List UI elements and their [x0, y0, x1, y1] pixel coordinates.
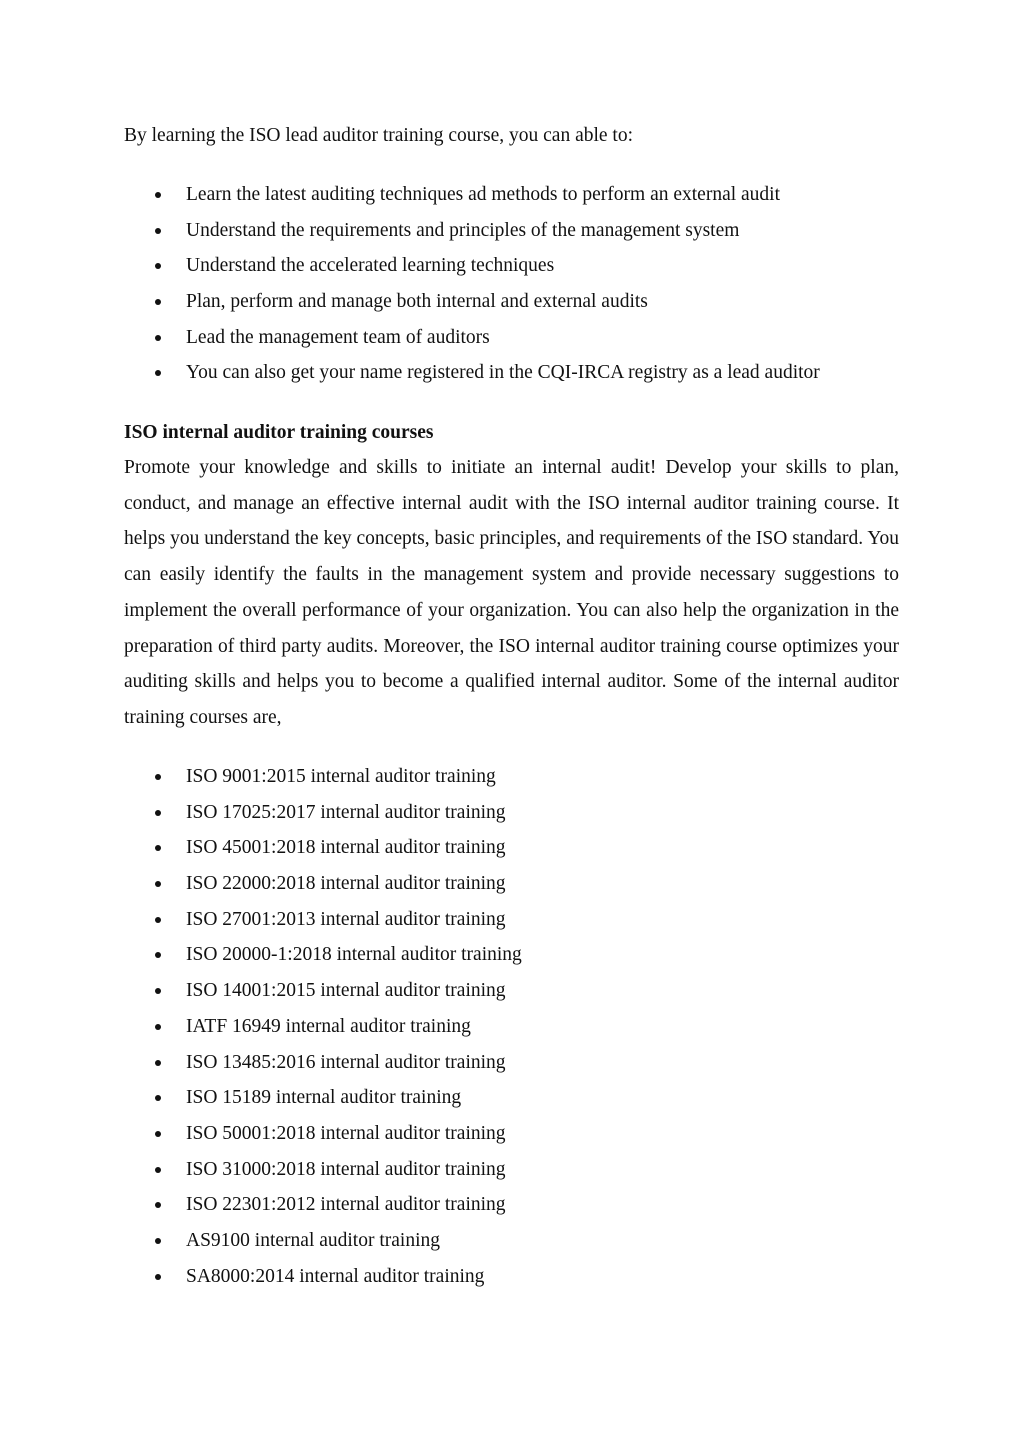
bullet-icon — [155, 1024, 161, 1030]
list-item — [124, 871, 904, 907]
list-item-text: ISO 45001:2018 internal auditor training — [186, 837, 506, 859]
bullet-icon — [155, 192, 161, 198]
bullet-icon — [155, 370, 161, 376]
list-item — [124, 764, 904, 800]
list-item — [124, 1050, 904, 1086]
bullet-icon — [155, 1131, 161, 1137]
bullet-icon — [155, 881, 161, 887]
intro-text: By learning the ISO lead auditor training course, you can able to: — [124, 125, 634, 146]
list-item — [124, 1085, 904, 1121]
benefits-list — [124, 182, 904, 396]
list-item — [124, 1192, 904, 1228]
bullet-icon — [155, 988, 161, 994]
bullet-icon — [155, 810, 161, 816]
list-item — [124, 218, 904, 254]
list-item-text: Understand the requirements and principles of the management system — [186, 219, 740, 241]
list-item-text: Plan, perform and manage both internal and external audits — [186, 291, 648, 313]
list-item-text: ISO 15189 internal auditor training — [186, 1087, 462, 1109]
list-item-text: You can also get your name registered in the CQI-IRCA registry as a lead auditor — [186, 362, 820, 384]
list-item — [124, 1157, 904, 1193]
list-item — [124, 942, 904, 978]
list-item-text: ISO 14001:2015 internal auditor training — [186, 980, 506, 1002]
list-item — [124, 360, 904, 396]
section-heading: ISO internal auditor training courses — [124, 422, 434, 443]
list-item — [124, 289, 904, 325]
bullet-icon — [155, 774, 161, 780]
list-item-text: ISO 13485:2016 internal auditor training — [186, 1051, 506, 1073]
list-item-text: ISO 22000:2018 internal auditor training — [186, 873, 506, 895]
list-item — [124, 907, 904, 943]
bullet-icon — [155, 228, 161, 234]
list-item-text: ISO 9001:2015 internal auditor training — [186, 766, 496, 787]
bullet-icon — [155, 335, 161, 341]
bullet-icon — [155, 952, 161, 958]
list-item — [124, 1121, 904, 1157]
list-item-text: ISO 27001:2013 internal auditor training — [186, 908, 506, 930]
list-item — [124, 978, 904, 1014]
list-item-text: ISO 31000:2018 internal auditor training — [186, 1158, 506, 1180]
bullet-icon — [155, 299, 161, 305]
bullet-icon — [155, 263, 161, 269]
list-item — [124, 835, 904, 871]
list-item-text: Understand the accelerated learning techniques — [186, 255, 555, 277]
list-item-text: ISO 20000-1:2018 internal auditor training — [186, 944, 522, 966]
bullet-icon — [155, 845, 161, 851]
list-item-text: Lead the management team of auditors — [186, 326, 490, 348]
list-item-text: ISO 50001:2018 internal auditor training — [186, 1122, 506, 1144]
bullet-icon — [155, 1060, 161, 1066]
section-paragraph: Promote your knowledge and skills to initiate an internal audit! Develop your skills to plan, conduct, and manage an effective internal audit with the ISO internal auditor training course. It helps you understand the key concepts, basic principles, and requirements of the ISO standard. You can easily identify the faults in the management system and provide necessary suggestions to implement the overall performance of your organization. You can also help the organization in the preparation of third party audits. Moreover, the ISO internal auditor training course optimizes your auditing skills and helps you to become a qualified internal auditor. Some of the internal auditor training courses are, — [124, 457, 899, 728]
bullet-icon — [155, 1202, 161, 1208]
list-item — [124, 182, 904, 218]
courses-list — [124, 764, 904, 1299]
list-item-text: SA8000:2014 internal auditor training — [186, 1265, 485, 1287]
bullet-icon — [155, 1274, 161, 1280]
bullet-icon — [155, 917, 161, 923]
list-item-text: ISO 22301:2012 internal auditor training — [186, 1194, 506, 1216]
list-item — [124, 1264, 904, 1300]
list-item — [124, 800, 904, 836]
bullet-icon — [155, 1238, 161, 1244]
list-item-text: Learn the latest auditing techniques ad methods to perform an external audit — [186, 184, 781, 205]
list-item-text: IATF 16949 internal auditor training — [186, 1015, 471, 1037]
bullet-icon — [155, 1095, 161, 1101]
list-item — [124, 253, 904, 289]
list-item-text: ISO 17025:2017 internal auditor training — [186, 801, 506, 823]
list-item — [124, 1228, 904, 1264]
list-item — [124, 325, 904, 361]
list-item-text: AS9100 internal auditor training — [186, 1229, 440, 1251]
list-item — [124, 1014, 904, 1050]
bullet-icon — [155, 1167, 161, 1173]
